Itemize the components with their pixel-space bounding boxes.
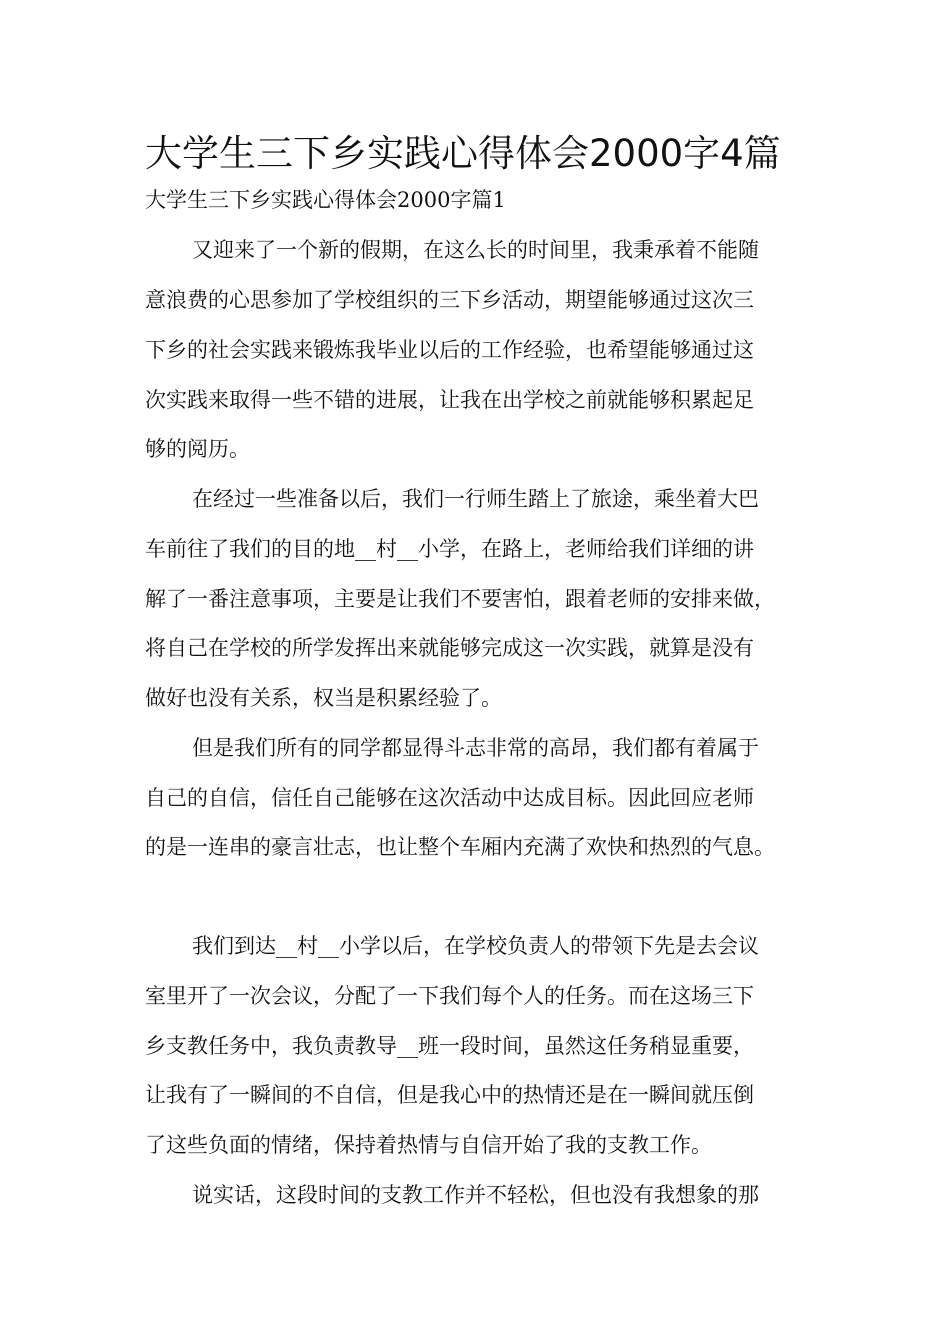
paragraph-line: 在经过一些准备以后，我们一行师生踏上了旅途，乘坐着大巴: [192, 487, 759, 511]
paragraph-line: 说实话，这段时间的支教工作并不轻松，但也没有我想象的那: [192, 1183, 759, 1207]
paragraph-line: 自己的自信，信任自己能够在这次活动中达成目标。因此回应老师: [145, 786, 754, 810]
paragraph-line: 我们到达__村__小学以后，在学校负责人的带领下先是去会议: [192, 934, 759, 958]
paragraph-line: 意浪费的心思参加了学校组织的三下乡活动，期望能够通过这次三: [145, 288, 754, 312]
paragraph-line: 够的阅历。: [145, 437, 250, 461]
paragraph-line: 了这些负面的情绪，保持着热情与自信开始了我的支教工作。: [145, 1133, 712, 1157]
paragraph-line: 但是我们所有的同学都显得斗志非常的高昂，我们都有着属于: [192, 736, 759, 760]
paragraph-line: 乡支教任务中，我负责教导__班一段时间，虽然这任务稍显重要，: [145, 1034, 754, 1058]
paragraph-line: 又迎来了一个新的假期，在这么长的时间里，我秉承着不能随: [192, 238, 759, 262]
paragraph-line: 的是一连串的豪言壮志，也让整个车厢内充满了欢快和热烈的气息。: [145, 835, 775, 859]
paragraph-line: 次实践来取得一些不错的进展，让我在出学校之前就能够积累起足: [145, 388, 754, 412]
paragraph-line: 车前往了我们的目的地__村__小学，在路上，老师给我们详细的讲: [145, 537, 754, 561]
paragraph-line: 解了一番注意事项，主要是让我们不要害怕，跟着老师的安排来做，: [145, 587, 775, 611]
section-subtitle: 大学生三下乡实践心得体会2000字篇1: [145, 188, 506, 212]
paragraph-line: 将自己在学校的所学发挥出来就能够完成这一次实践，就算是没有: [145, 636, 754, 660]
document-title: 大学生三下乡实践心得体会2000字4篇: [145, 132, 781, 175]
paragraph-line: 让我有了一瞬间的不自信，但是我心中的热情还是在一瞬间就压倒: [145, 1083, 754, 1107]
paragraph-line: 做好也没有关系，权当是积累经验了。: [145, 686, 502, 710]
paragraph-line: 下乡的社会实践来锻炼我毕业以后的工作经验，也希望能够通过这: [145, 338, 754, 362]
paragraph-line: 室里开了一次会议，分配了一下我们每个人的任务。而在这场三下: [145, 984, 754, 1008]
